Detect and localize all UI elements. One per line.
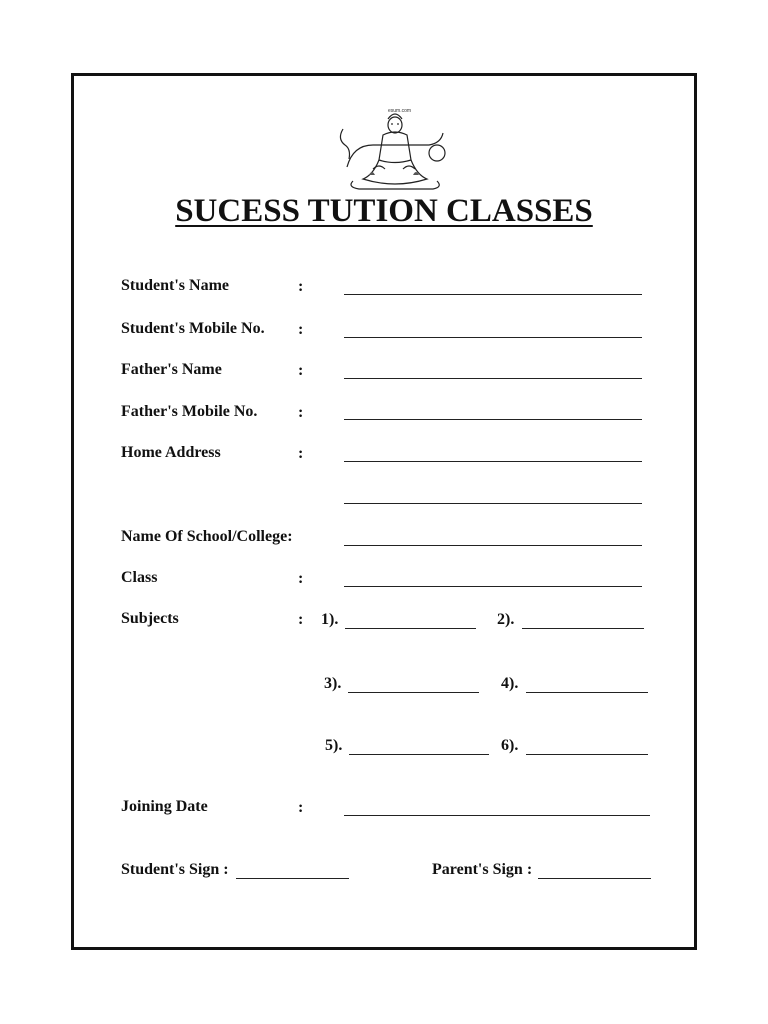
student-mobile-field[interactable] (344, 337, 642, 338)
label-joining-date: Joining Date (121, 798, 208, 815)
subject-4-field[interactable] (526, 692, 648, 693)
logo-caption: esum.com (388, 108, 412, 114)
home-address-field-line-1[interactable] (344, 461, 642, 462)
colon: : (298, 278, 304, 295)
label-student-name: Student's Name (121, 277, 230, 294)
subject-2-field[interactable] (522, 628, 644, 629)
colon: : (298, 362, 304, 379)
father-name-field[interactable] (344, 378, 642, 379)
colon: : (298, 570, 304, 587)
subject-number: 5). (325, 737, 343, 754)
school-college-field[interactable] (344, 545, 642, 546)
class-field[interactable] (344, 586, 642, 587)
label-subjects: Subjects (121, 610, 179, 627)
label-parent-sign: Parent's Sign : (432, 861, 533, 878)
subject-5-field[interactable] (349, 754, 489, 755)
label-class: Class (121, 569, 158, 586)
home-address-field-line-2[interactable] (344, 503, 642, 504)
label-father-mobile: Father's Mobile No. (121, 403, 258, 420)
page-title: SUCESS TUTION CLASSES (175, 193, 593, 229)
subject-3-field[interactable] (348, 692, 479, 693)
goddess-saraswati-veena-icon (333, 105, 451, 191)
parent-sign-field[interactable] (538, 878, 651, 879)
colon: : (298, 611, 304, 628)
subject-number: 3). (324, 675, 342, 692)
colon: : (298, 445, 304, 462)
colon: : (298, 321, 304, 338)
label-school-college: Name Of School/College: (121, 528, 293, 545)
colon: : (298, 799, 304, 816)
subject-6-field[interactable] (526, 754, 648, 755)
subject-1-field[interactable] (345, 628, 476, 629)
subject-number: 1). (321, 611, 339, 628)
label-father-name: Father's Name (121, 361, 222, 378)
subject-number: 6). (501, 737, 519, 754)
label-home-address: Home Address (121, 444, 221, 461)
student-sign-field[interactable] (236, 878, 349, 879)
student-name-field[interactable] (344, 294, 642, 295)
subject-number: 2). (497, 611, 515, 628)
subject-number: 4). (501, 675, 519, 692)
joining-date-field[interactable] (344, 815, 650, 816)
father-mobile-field[interactable] (344, 419, 642, 420)
label-student-sign: Student's Sign : (121, 861, 229, 878)
colon: : (298, 404, 304, 421)
label-student-mobile: Student's Mobile No. (121, 320, 265, 337)
